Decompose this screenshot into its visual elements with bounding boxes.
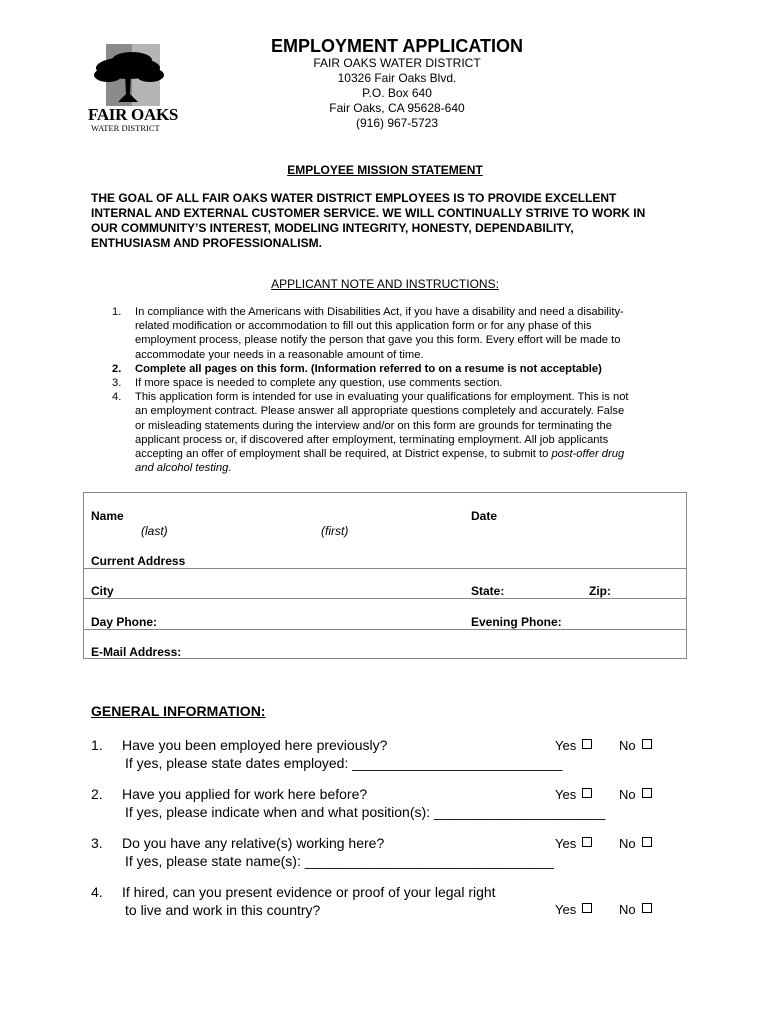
mission-line: OUR COMMUNITY’S INTEREST, MODELING INTEGRITY, HONESTY, DEPENDABILITY,	[91, 221, 574, 235]
org-city: Fair Oaks, CA 95628-640	[329, 101, 465, 115]
general-info-heading: GENERAL INFORMATION:	[91, 703, 266, 719]
question-number: 3.	[91, 835, 103, 851]
instruction-line: If more space is needed to complete any question, use comments section.	[135, 377, 503, 390]
yes-label: Yes	[555, 836, 577, 851]
question-number: 2.	[91, 786, 103, 802]
page-title: EMPLOYMENT APPLICATION	[271, 36, 523, 56]
instructions-heading: APPLICANT NOTE AND INSTRUCTIONS:	[271, 277, 499, 291]
checkbox-icon[interactable]	[582, 903, 592, 913]
instruction-number: 4.	[112, 391, 122, 404]
checkbox-icon[interactable]	[582, 837, 592, 847]
logo-text-main: FAIR OAKS	[88, 105, 179, 124]
applicant-info-box	[83, 492, 687, 659]
current-address-field[interactable]: Current Address	[91, 554, 186, 568]
instruction-line: an employment contract. Please answer all appropriate questions completely and accurately. False	[135, 405, 625, 418]
checkbox-icon[interactable]	[642, 739, 652, 749]
instruction-emphasis: post-offer drug	[551, 448, 625, 461]
instruction-line: In compliance with the Americans with Disabilities Act, if you have a disability and need a disability-	[135, 306, 624, 318]
yes-checkbox[interactable]	[555, 902, 592, 917]
evening-phone-field[interactable]: Evening Phone:	[471, 615, 562, 629]
row-divider	[84, 568, 686, 569]
question-subtext: to live and work in this country?	[125, 902, 321, 918]
mission-statement	[91, 191, 691, 251]
instruction-text: .	[228, 462, 232, 475]
question-text: If hired, can you present evidence or proof of your legal right	[122, 884, 496, 900]
row-divider	[84, 629, 686, 630]
instruction-line	[135, 447, 679, 461]
row-divider	[84, 598, 686, 599]
no-checkbox[interactable]	[619, 787, 652, 802]
state-field[interactable]: State:	[471, 584, 505, 598]
mission-line: THE GOAL OF ALL FAIR OAKS WATER DISTRICT EMPLOYEES IS TO PROVIDE EXCELLENT	[91, 191, 617, 205]
no-label: No	[619, 836, 636, 851]
instruction-item	[104, 305, 679, 362]
instruction-line: employment process, please notify the person that gave you this form. Every effort will be made to	[135, 334, 621, 347]
yes-checkbox[interactable]	[555, 787, 592, 802]
yes-label: Yes	[555, 902, 577, 917]
org-street: 10326 Fair Oaks Blvd.	[337, 71, 457, 85]
email-field[interactable]: E-Mail Address:	[91, 645, 182, 659]
instruction-item	[104, 362, 679, 376]
mission-line: INTERNAL AND EXTERNAL CUSTOMER SERVICE. WE WILL CONTINUALLY STRIVE TO WORK IN	[91, 206, 646, 220]
question-text: Do you have any relative(s) working here?	[122, 835, 385, 851]
no-checkbox[interactable]	[619, 738, 652, 753]
question-text: Have you applied for work here before?	[122, 786, 368, 802]
last-name-hint: (last)	[141, 524, 168, 538]
question-subtext[interactable]: If yes, please state name(s): ________________________________	[125, 853, 554, 869]
question-number: 1.	[91, 737, 103, 753]
yes-checkbox[interactable]	[555, 836, 592, 851]
logo-text-sub: WATER DISTRICT	[91, 123, 160, 133]
instruction-text: accepting an offer of employment shall be required, at District expense, to submit to	[135, 448, 552, 461]
question-subtext[interactable]: If yes, please state dates employed: ___________________________	[125, 755, 563, 771]
checkbox-icon[interactable]	[642, 903, 652, 913]
no-checkbox[interactable]	[619, 836, 652, 851]
no-label: No	[619, 738, 636, 753]
question-number: 4.	[91, 884, 103, 900]
instruction-number: 3.	[112, 377, 122, 390]
yes-label: Yes	[555, 738, 577, 753]
date-field[interactable]: Date	[471, 509, 498, 523]
city-field[interactable]: City	[91, 584, 114, 598]
instruction-emphasis: and alcohol testing	[135, 462, 229, 475]
checkbox-icon[interactable]	[642, 837, 652, 847]
yes-label: Yes	[555, 787, 577, 802]
mission-line: ENTHUSIASM AND PROFESSIONALISM.	[91, 236, 322, 250]
question-text: Have you been employed here previously?	[122, 737, 388, 753]
instruction-line: or misleading statements during the interview and/or on this form are grounds for terminating the	[135, 419, 612, 432]
instruction-number: 2.	[112, 362, 122, 375]
day-phone-field[interactable]: Day Phone:	[91, 615, 158, 629]
instruction-line: applicant process or, if discovered after employment, terminating employment. All job applicants	[135, 433, 609, 446]
instruction-item	[104, 376, 679, 390]
instruction-line: This application form is intended for use in evaluating your qualifications for employment. This is not	[135, 391, 629, 404]
instruction-line: related modification or accommodation to fill out this application form or for any phase of this	[135, 320, 592, 333]
question-subtext[interactable]: If yes, please indicate when and what position(s): ______________________	[125, 804, 606, 820]
instruction-line	[135, 461, 679, 475]
no-label: No	[619, 787, 636, 802]
org-phone: (916) 967-5723	[355, 116, 439, 130]
instruction-line: accommodate your needs in a reasonable amount of time.	[135, 348, 424, 361]
checkbox-icon[interactable]	[642, 788, 652, 798]
instruction-line: Complete all pages on this form. (Information referred to on a resume is not acceptable)	[135, 362, 602, 375]
instruction-item	[104, 390, 679, 475]
checkbox-icon[interactable]	[582, 739, 592, 749]
instruction-number: 1.	[112, 306, 122, 318]
yes-checkbox[interactable]	[555, 738, 592, 753]
zip-field[interactable]: Zip:	[589, 584, 611, 598]
no-label: No	[619, 902, 636, 917]
org-name: FAIR OAKS WATER DISTRICT	[313, 56, 481, 70]
name-field[interactable]: Name	[91, 509, 124, 523]
instructions-list	[104, 305, 679, 475]
first-name-hint: (first)	[321, 524, 349, 538]
org-pobox: P.O. Box 640	[362, 86, 432, 100]
no-checkbox[interactable]	[619, 902, 652, 917]
checkbox-icon[interactable]	[582, 788, 592, 798]
mission-heading: EMPLOYEE MISSION STATEMENT	[287, 163, 483, 177]
